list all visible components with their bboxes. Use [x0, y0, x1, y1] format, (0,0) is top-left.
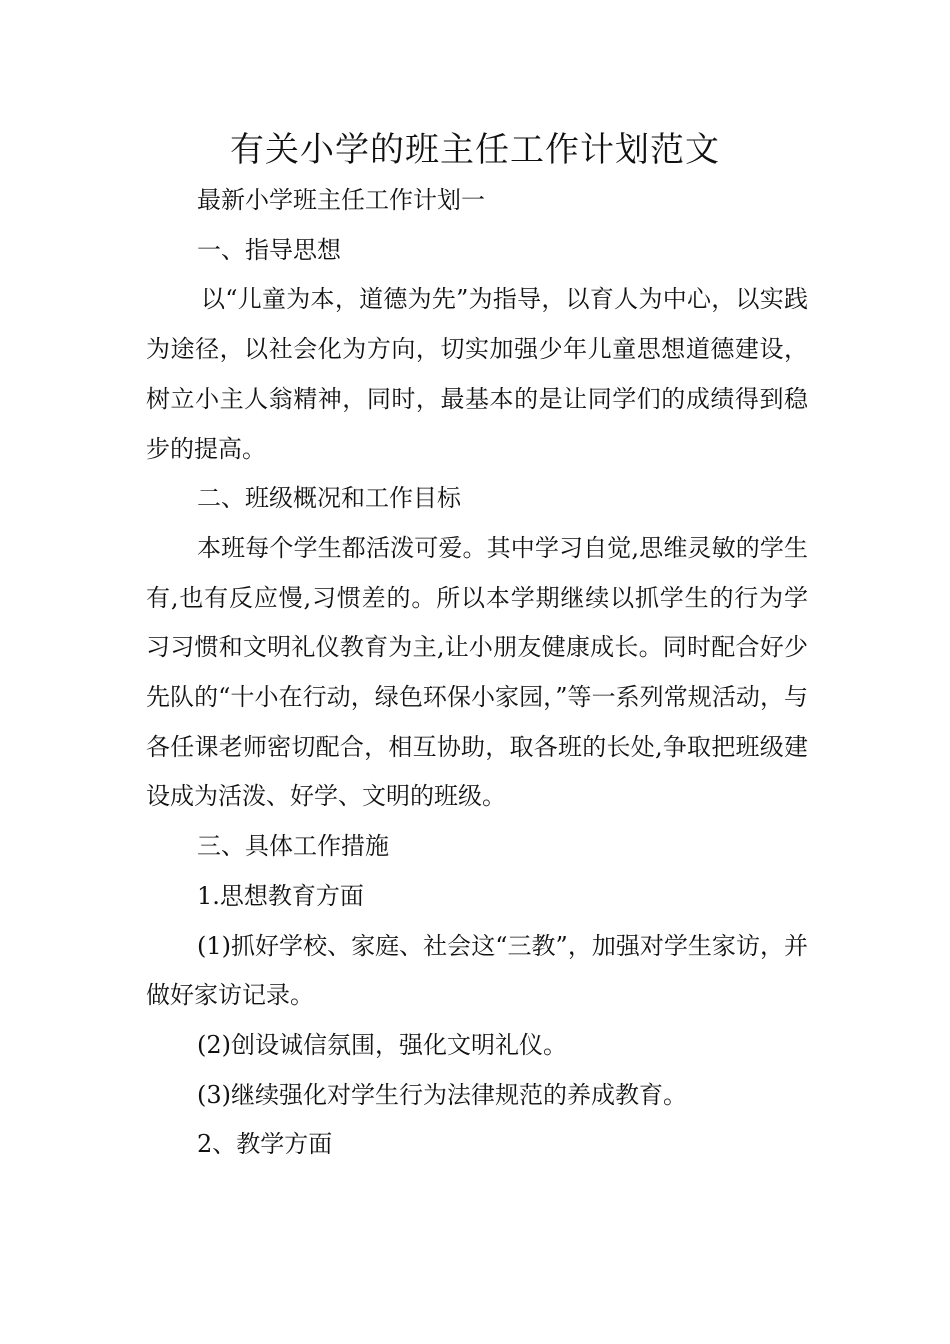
subheading-teaching: 2、教学方面 — [197, 1130, 333, 1159]
section-heading-class-overview: 二、班级概况和工作目标 — [197, 484, 461, 513]
list-item-1: (1)抓好学校、家庭、社会这“三教”，加强对学生家访，并做好家访记录。 — [146, 931, 808, 1010]
document-body — [146, 176, 808, 1170]
section-heading-measures: 三、具体工作措施 — [197, 832, 389, 861]
plan-subtitle: 最新小学班主任工作计划一 — [197, 186, 485, 214]
subheading-moral-education: 1.思想教育方面 — [197, 881, 364, 910]
paragraph-class-overview: 本班每个学生都活泼可爱。其中学习自觉,思维灵敏的学生有,也有反应慢,习惯差的。所以本学期继续以抓学生的行为学习习惯和文明礼仪教育为主,让小朋友健康成长。同时配合好少先队的“十小在行动，绿色环保小家园，”等一系列常规活动，与各任课老师密切配合，相互协助，取各班的长处,争取把班级建设成为活泼、好学、文明的班级。 — [146, 533, 808, 811]
section-heading-guiding-ideology: 一、指导思想 — [197, 235, 341, 264]
list-item-3: (3)继续强化对学生行为法律规范的养成教育。 — [197, 1080, 687, 1109]
paragraph-guiding-ideology: 以“儿童为本，道德为先”为指导，以育人为中心，以实践为途径，以社会化为方向，切实加强少年儿童思想道德建设，树立小主人翁精神，同时，最基本的是让同学们的成绩得到稳步的提高。 — [146, 285, 808, 463]
list-item-2: (2)创设诚信氛围，强化文明礼仪。 — [197, 1030, 567, 1059]
document-title: 有关小学的班主任工作计划范文 — [230, 130, 720, 170]
